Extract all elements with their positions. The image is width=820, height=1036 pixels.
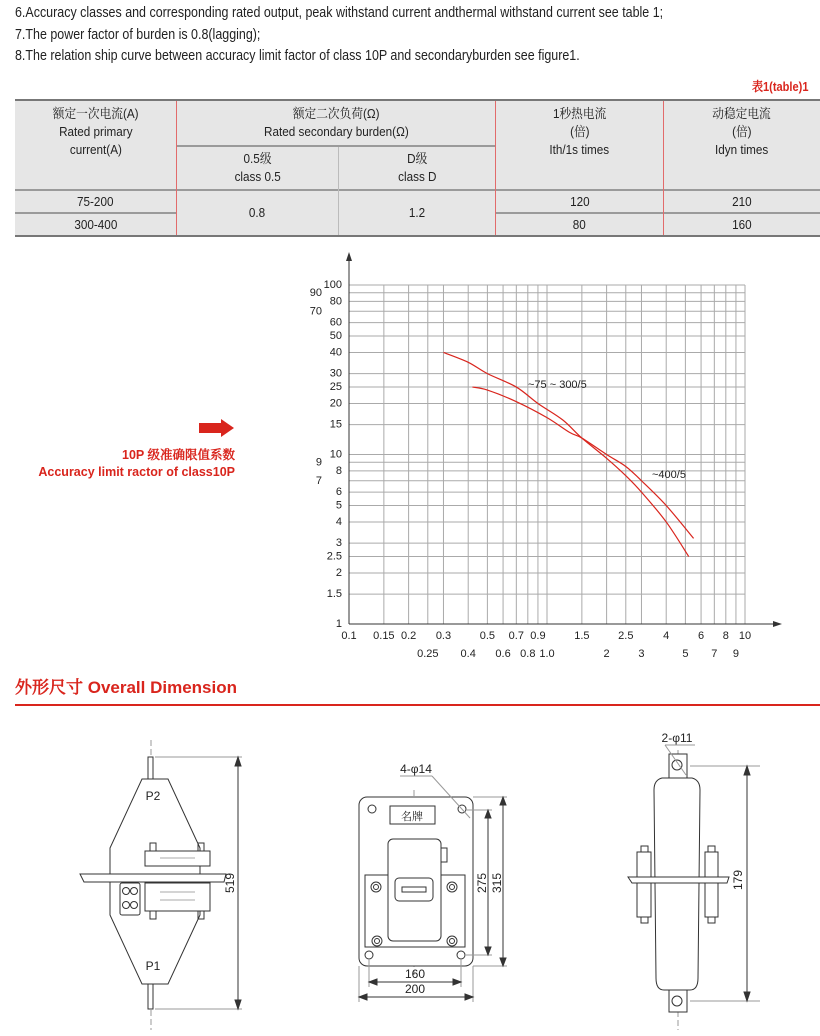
- header-text: 1秒热电流: [552, 106, 607, 121]
- front-view-drawing: [80, 740, 242, 1030]
- x-tick-label: 0.15: [373, 630, 395, 642]
- cell-text: 0.8: [249, 205, 266, 220]
- x-tick-label: 2: [603, 648, 610, 660]
- front-dim-height: 519: [223, 872, 237, 894]
- x-tick-label: 0.1: [341, 630, 357, 642]
- y-tick-label: 100: [323, 279, 342, 291]
- x-tick-label: 0.8: [520, 648, 536, 660]
- cell-text: 80: [572, 216, 587, 232]
- y-tick-label: 25: [329, 381, 342, 394]
- x-tick-label: 5: [682, 648, 689, 660]
- series-label: ~75 ~ 300/5: [528, 379, 587, 391]
- top-view-drawing: [359, 762, 507, 1002]
- figure-label-en: Accuracy limit ractor of class10P: [38, 465, 235, 479]
- cell-text: 300-400: [74, 216, 117, 232]
- side-holes-label: 2-φ11: [661, 731, 693, 745]
- header-text: current(A): [69, 142, 122, 157]
- x-tick-label: 0.25: [417, 648, 439, 660]
- note-7: 7.The power factor of burden is 0.8(lagging);: [15, 27, 261, 43]
- header-text: Idyn times: [715, 142, 769, 157]
- header-text: Rated primary: [58, 124, 133, 139]
- y-tick-label: 9: [315, 456, 322, 469]
- x-tick-label: 7: [711, 648, 718, 660]
- cell-text: 210: [732, 193, 752, 209]
- y-tick-label: 4: [335, 515, 342, 528]
- series-label: ~400/5: [652, 469, 686, 481]
- y-tick-label: 7: [315, 474, 322, 487]
- x-tick-label: 4: [663, 630, 670, 642]
- front-label-p2: P2: [145, 789, 161, 803]
- x-tick-label: 8: [722, 630, 729, 642]
- header-text: 额定一次电流(A): [52, 106, 139, 121]
- header-text: Ith/1s times: [549, 142, 610, 157]
- note-6: 6.Accuracy classes and corresponding rated output, peak withstand current andthermal withstand current see table 1;: [15, 5, 664, 21]
- x-tick-label: 3: [638, 648, 645, 660]
- dim-315: 315: [490, 872, 504, 894]
- x-tick-label: 0.6: [495, 648, 511, 660]
- header-text: class 0.5: [234, 169, 281, 184]
- x-tick-label: 2.5: [618, 630, 634, 642]
- y-tick-label: 5: [335, 499, 342, 512]
- x-tick-label: 0.9: [530, 630, 546, 642]
- y-tick-label: 8: [335, 464, 342, 477]
- cell-text: 75-200: [77, 193, 114, 209]
- y-tick-label: 60: [329, 316, 342, 329]
- header-text: (倍): [732, 124, 752, 139]
- y-tick-label: 80: [329, 295, 342, 308]
- x-tick-label: 9: [732, 648, 740, 660]
- x-tick-label: 10: [738, 630, 752, 642]
- cell-text: 1.2: [408, 205, 426, 220]
- cell-text: 120: [569, 193, 590, 209]
- y-tick-label: 40: [329, 346, 342, 359]
- y-tick-label: 1.5: [326, 588, 342, 601]
- y-tick-label: 90: [309, 286, 322, 299]
- y-tick-label: 50: [329, 330, 342, 343]
- dim-160: 160: [404, 967, 426, 981]
- header-text: 额定二次负荷(Ω): [292, 106, 380, 121]
- x-tick-label: 0.5: [479, 630, 496, 642]
- header-text: 动稳定电流: [712, 106, 772, 121]
- y-tick-label: 1: [335, 618, 342, 630]
- x-tick-label: 6: [698, 630, 705, 642]
- dim-275: 275: [475, 872, 489, 894]
- header-text: 0.5级: [243, 151, 272, 166]
- x-tick-label: 0.3: [435, 630, 452, 642]
- y-tick-label: 2.5: [326, 550, 342, 563]
- front-label-p1: P1: [145, 959, 161, 973]
- y-tick-label: 70: [309, 305, 322, 318]
- y-tick-label: 2: [335, 566, 342, 579]
- side-dim-height: 179: [731, 869, 745, 891]
- header-text: D级: [406, 151, 428, 166]
- y-tick-label: 3: [335, 537, 342, 550]
- header-text: (倍): [569, 124, 590, 139]
- note-8: 8.The relation ship curve between accuracy limit factor of class 10P and secondaryburden see figure1.: [15, 48, 580, 64]
- dim-200: 200: [404, 982, 426, 996]
- y-tick-label: 20: [329, 397, 342, 410]
- section-title: 外形尺寸 Overall Dimension: [15, 678, 237, 697]
- y-tick-label: 30: [329, 367, 342, 380]
- y-tick-label: 10: [329, 448, 342, 461]
- x-tick-label: 0.2: [400, 630, 417, 642]
- x-tick-label: 0.4: [460, 648, 476, 660]
- cell-text: 160: [732, 216, 752, 232]
- y-tick-label: 15: [329, 418, 342, 431]
- x-tick-label: 0.7: [508, 630, 524, 642]
- x-tick-label: 1.0: [539, 648, 555, 660]
- y-tick-label: 6: [335, 486, 342, 499]
- side-view-drawing: [628, 731, 760, 1030]
- nameplate-label: 名牌: [401, 811, 423, 823]
- header-text: class D: [397, 169, 437, 184]
- table-caption: 表1(table)1: [751, 79, 808, 94]
- top-holes-label: 4-φ14: [400, 762, 432, 776]
- figure-label-cn: 10P 级准确限值系数: [122, 448, 235, 462]
- header-text: Rated secondary burden(Ω): [263, 124, 409, 139]
- x-tick-label: 1.5: [574, 630, 590, 642]
